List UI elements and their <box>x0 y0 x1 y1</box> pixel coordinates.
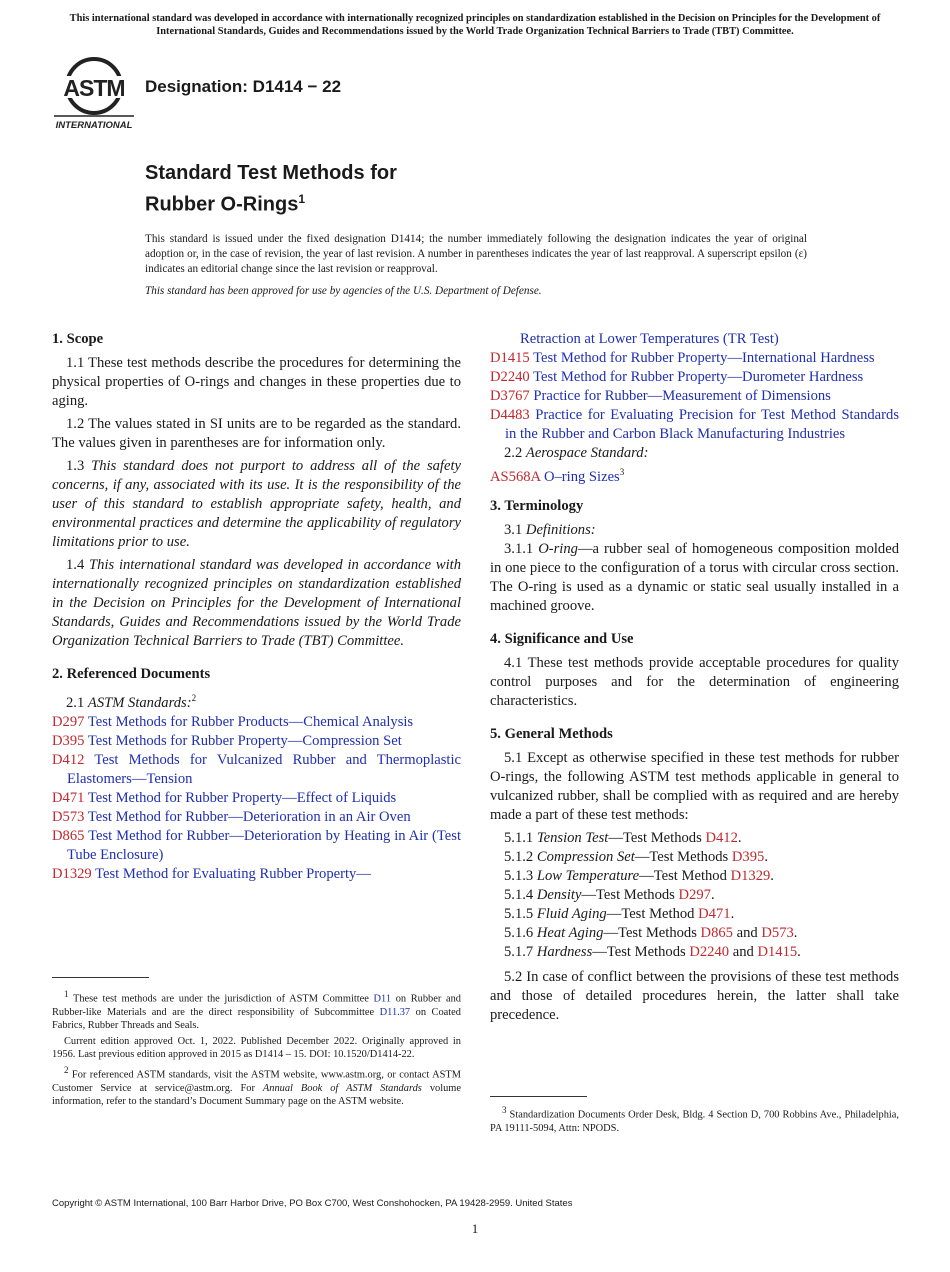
reference-d1329-continuation[interactable] <box>490 330 899 349</box>
para-1-3: 1.3 This standard does not purport to address all of the safety concerns, if any, associated with its use. It is the responsibility of the user of this standard to establish appropriate safety, health, and environmental practices and determine the applicability of regulatory limitations prior to use. <box>52 458 461 550</box>
reference-d1415[interactable]: D1415 Test Method for Rubber Property—International Hardness <box>490 350 875 366</box>
designation: Designation: D1414 − 22 <box>145 77 342 96</box>
para-5-1: 5.1 Except as otherwise specified in these test methods for rubber O-rings, the following ASTM test methods applicable in general to vulcanized rubber, shall be complied with as required and are hereby made a part of these test methods: <box>490 749 899 823</box>
section-heading-significance: 4. Significance and Use <box>490 630 634 647</box>
copyright-notice: Copyright © ASTM International, 100 Barr Harbor Drive, PO Box C700, West Conshohocken, PA 19428-2959. United States <box>52 1198 573 1209</box>
para-4-1: 4.1 These test methods provide acceptable procedures for quality control purposes and for the determination of engineering characteristics. <box>490 654 899 709</box>
section-heading-general-methods: 5. General Methods <box>490 725 613 742</box>
footnote-1-edition: Current edition approved Oct. 1, 2022. Published December 2022. Originally approved in 1956. Last previous edition approved in 2015 as D1414 – 15. DOI: 10.1520/D1414-22. <box>52 1035 461 1061</box>
reference-d412[interactable]: D412 Test Methods for Vulcanized Rubber and Thermoplastic Elastomers—Tension <box>52 751 461 787</box>
logo-caption: INTERNATIONAL <box>55 120 133 131</box>
reference-d865[interactable]: D865 Test Method for Rubber—Deterioration by Heating in Air (Test Tube Enclosure) <box>52 827 461 863</box>
reference-list-right <box>490 330 899 444</box>
title-footnote-marker[interactable]: 1 <box>298 192 306 206</box>
left-column <box>52 330 461 884</box>
method-ref-link[interactable]: D471 <box>698 905 731 922</box>
footnote-rule-left <box>52 977 149 978</box>
reference-d4483[interactable]: D4483 Practice for Evaluating Precision for Test Method Standards in the Rubber and Carbon Black Manufacturing Industries <box>490 407 899 442</box>
reference-d3767[interactable]: D3767 Practice for Rubber—Measurement of Dimensions <box>490 388 831 404</box>
footnotes-right <box>490 1104 899 1137</box>
reference-d1329-title-tail: Retraction at Lower Temperatures (TR Test) <box>520 331 779 347</box>
method-ref-link[interactable]: D297 <box>678 886 711 903</box>
reference-d573[interactable]: D573 Test Method for Rubber—Deterioration in an Air Oven <box>52 808 411 825</box>
method-ref-link[interactable]: D573 <box>761 924 794 941</box>
reference-as568a[interactable]: AS568A O–ring Sizes$^3$ <box>490 467 625 485</box>
tbt-banner: This international standard was developed in accordance with internationally recognized principles on standardization established in the Decision on Principles for the Development of International Standards, Guides and Recommendations issued by the World Trade Organization Technical Barriers to Trade (TBT) Committee. <box>69 13 881 37</box>
aerospace-standard-label: 2.2 Aerospace Standard: <box>504 445 649 461</box>
para-1-1: 1.1 These test methods describe the procedures for determining the physical properties of O-rings and changes in these properties due to aging. <box>52 355 461 409</box>
method-item: 5.1.2 Compression Set—Test Methods D395. <box>504 848 768 865</box>
para-1-4: 1.4 This international standard was developed in accordance with internationally recognized principles on standardization established in the Decision on Principles for the Development of International Standards, Guides and Recommendations issued by the World Trade Organization Technical Barriers to Trade (TBT) Committee. <box>52 557 462 649</box>
definition-o-ring: 3.1.1 O-ring—a rubber seal of homogeneous composition molded in one piece to the configuration of a torus with circular cross section. The O-ring is used as a dynamic or static seal usually installed in a machined groove. <box>490 540 899 614</box>
astm-logo <box>52 56 136 132</box>
reference-list-left <box>52 713 461 884</box>
para-1-2: 1.2 The values stated in SI units are to be regarded as the standard. The values given in parentheses are for information only. <box>52 416 461 451</box>
method-item: 5.1.1 Tension Test—Test Methods D412. <box>504 829 742 846</box>
footnote-2: $^2$ For referenced ASTM standards, visit the ASTM website, www.astm.org, or contact ASTM Customer Service at service@astm.org. For Annual Book of ASTM Standards volume information, refer to the standard’s Document Summary page on the ASTM website. <box>52 1064 461 1108</box>
method-ref-link[interactable]: D395 <box>731 848 765 865</box>
astm-logo-mark <box>52 56 136 132</box>
method-list <box>490 829 899 962</box>
method-item: 5.1.7 Hardness—Test Methods D2240 and D1415. <box>504 943 801 960</box>
page-number: 1 <box>471 1221 479 1236</box>
right-column <box>490 330 899 1029</box>
reference-d297[interactable]: D297 Test Methods for Rubber Products—Chemical Analysis <box>52 713 414 730</box>
method-item: 5.1.6 Heat Aging—Test Methods D865 and D573. <box>504 924 798 941</box>
method-item: 5.1.5 Fluid Aging—Test Method D471. <box>504 905 735 922</box>
link-d11-37[interactable]: D11.37 <box>379 1006 411 1018</box>
footnote-3: $^3$ Standardization Documents Order Desk, Bldg. 4 Section D, 700 Robbins Ave., Philadelphia, PA 19111-5094, Attn: NPODS. <box>490 1105 899 1134</box>
footnote-1: $^1$ These test methods are under the jurisdiction of ASTM Committee D11 on Rubber and Rubber-like Materials and are the direct responsibility of Subcommittee D11.37 on Coated Fabrics, Rubber Threads and Seals. <box>52 989 461 1032</box>
logo-letters: ASTM <box>63 75 125 101</box>
reference-d1329[interactable]: D1329 Test Method for Evaluating Rubber Property— <box>52 865 371 882</box>
method-ref-link[interactable]: D1329 <box>730 867 771 884</box>
method-ref-link[interactable]: D865 <box>700 924 733 941</box>
document-title <box>145 160 397 218</box>
section-heading-referenced-documents: 2. Referenced Documents <box>52 666 211 682</box>
dod-approval-note: This standard has been approved for use by agencies of the U.S. Department of Defense. <box>145 285 542 297</box>
reference-d471[interactable]: D471 Test Method for Rubber Property—Effect of Liquids <box>52 789 397 806</box>
method-item: 5.1.4 Density—Test Methods D297. <box>504 886 715 903</box>
issuance-note: This standard is issued under the fixed designation D1414; the number immediately following the designation indicates the year of original adoption or, in the case of revision, the year of last revision. A number in parentheses indicates the year of last reapproval. A superscript epsilon (ε) indicates an editorial change since the last revision or reapproval. <box>145 233 807 275</box>
title-line-2: Rubber O-Rings <box>145 193 299 216</box>
section-heading-scope: 1. Scope <box>52 331 104 347</box>
title-line-1: Standard Test Methods for <box>145 162 397 184</box>
method-ref-link[interactable]: D2240 <box>689 943 730 960</box>
footnote-rule-right <box>490 1096 587 1097</box>
astm-standards-label: 2.1 ASTM Standards:$^2$ <box>66 693 197 711</box>
method-ref-link[interactable]: D412 <box>705 829 738 846</box>
method-item: 5.1.3 Low Temperature—Test Method D1329. <box>504 867 774 884</box>
footnotes-left <box>52 988 461 1111</box>
reference-d395[interactable]: D395 Test Methods for Rubber Property—Compression Set <box>52 732 402 749</box>
link-d11[interactable]: D11 <box>373 993 392 1005</box>
section-heading-terminology: 3. Terminology <box>490 497 584 514</box>
reference-d2240[interactable]: D2240 Test Method for Rubber Property—Durometer Hardness <box>490 369 864 385</box>
method-ref-link[interactable]: D1415 <box>757 943 798 960</box>
definitions-label: 3.1 Definitions: <box>504 521 596 538</box>
para-5-2: 5.2 In case of conflict between the provisions of these test methods and those of detailed procedures herein, the latter shall take precedence. <box>490 968 899 1023</box>
